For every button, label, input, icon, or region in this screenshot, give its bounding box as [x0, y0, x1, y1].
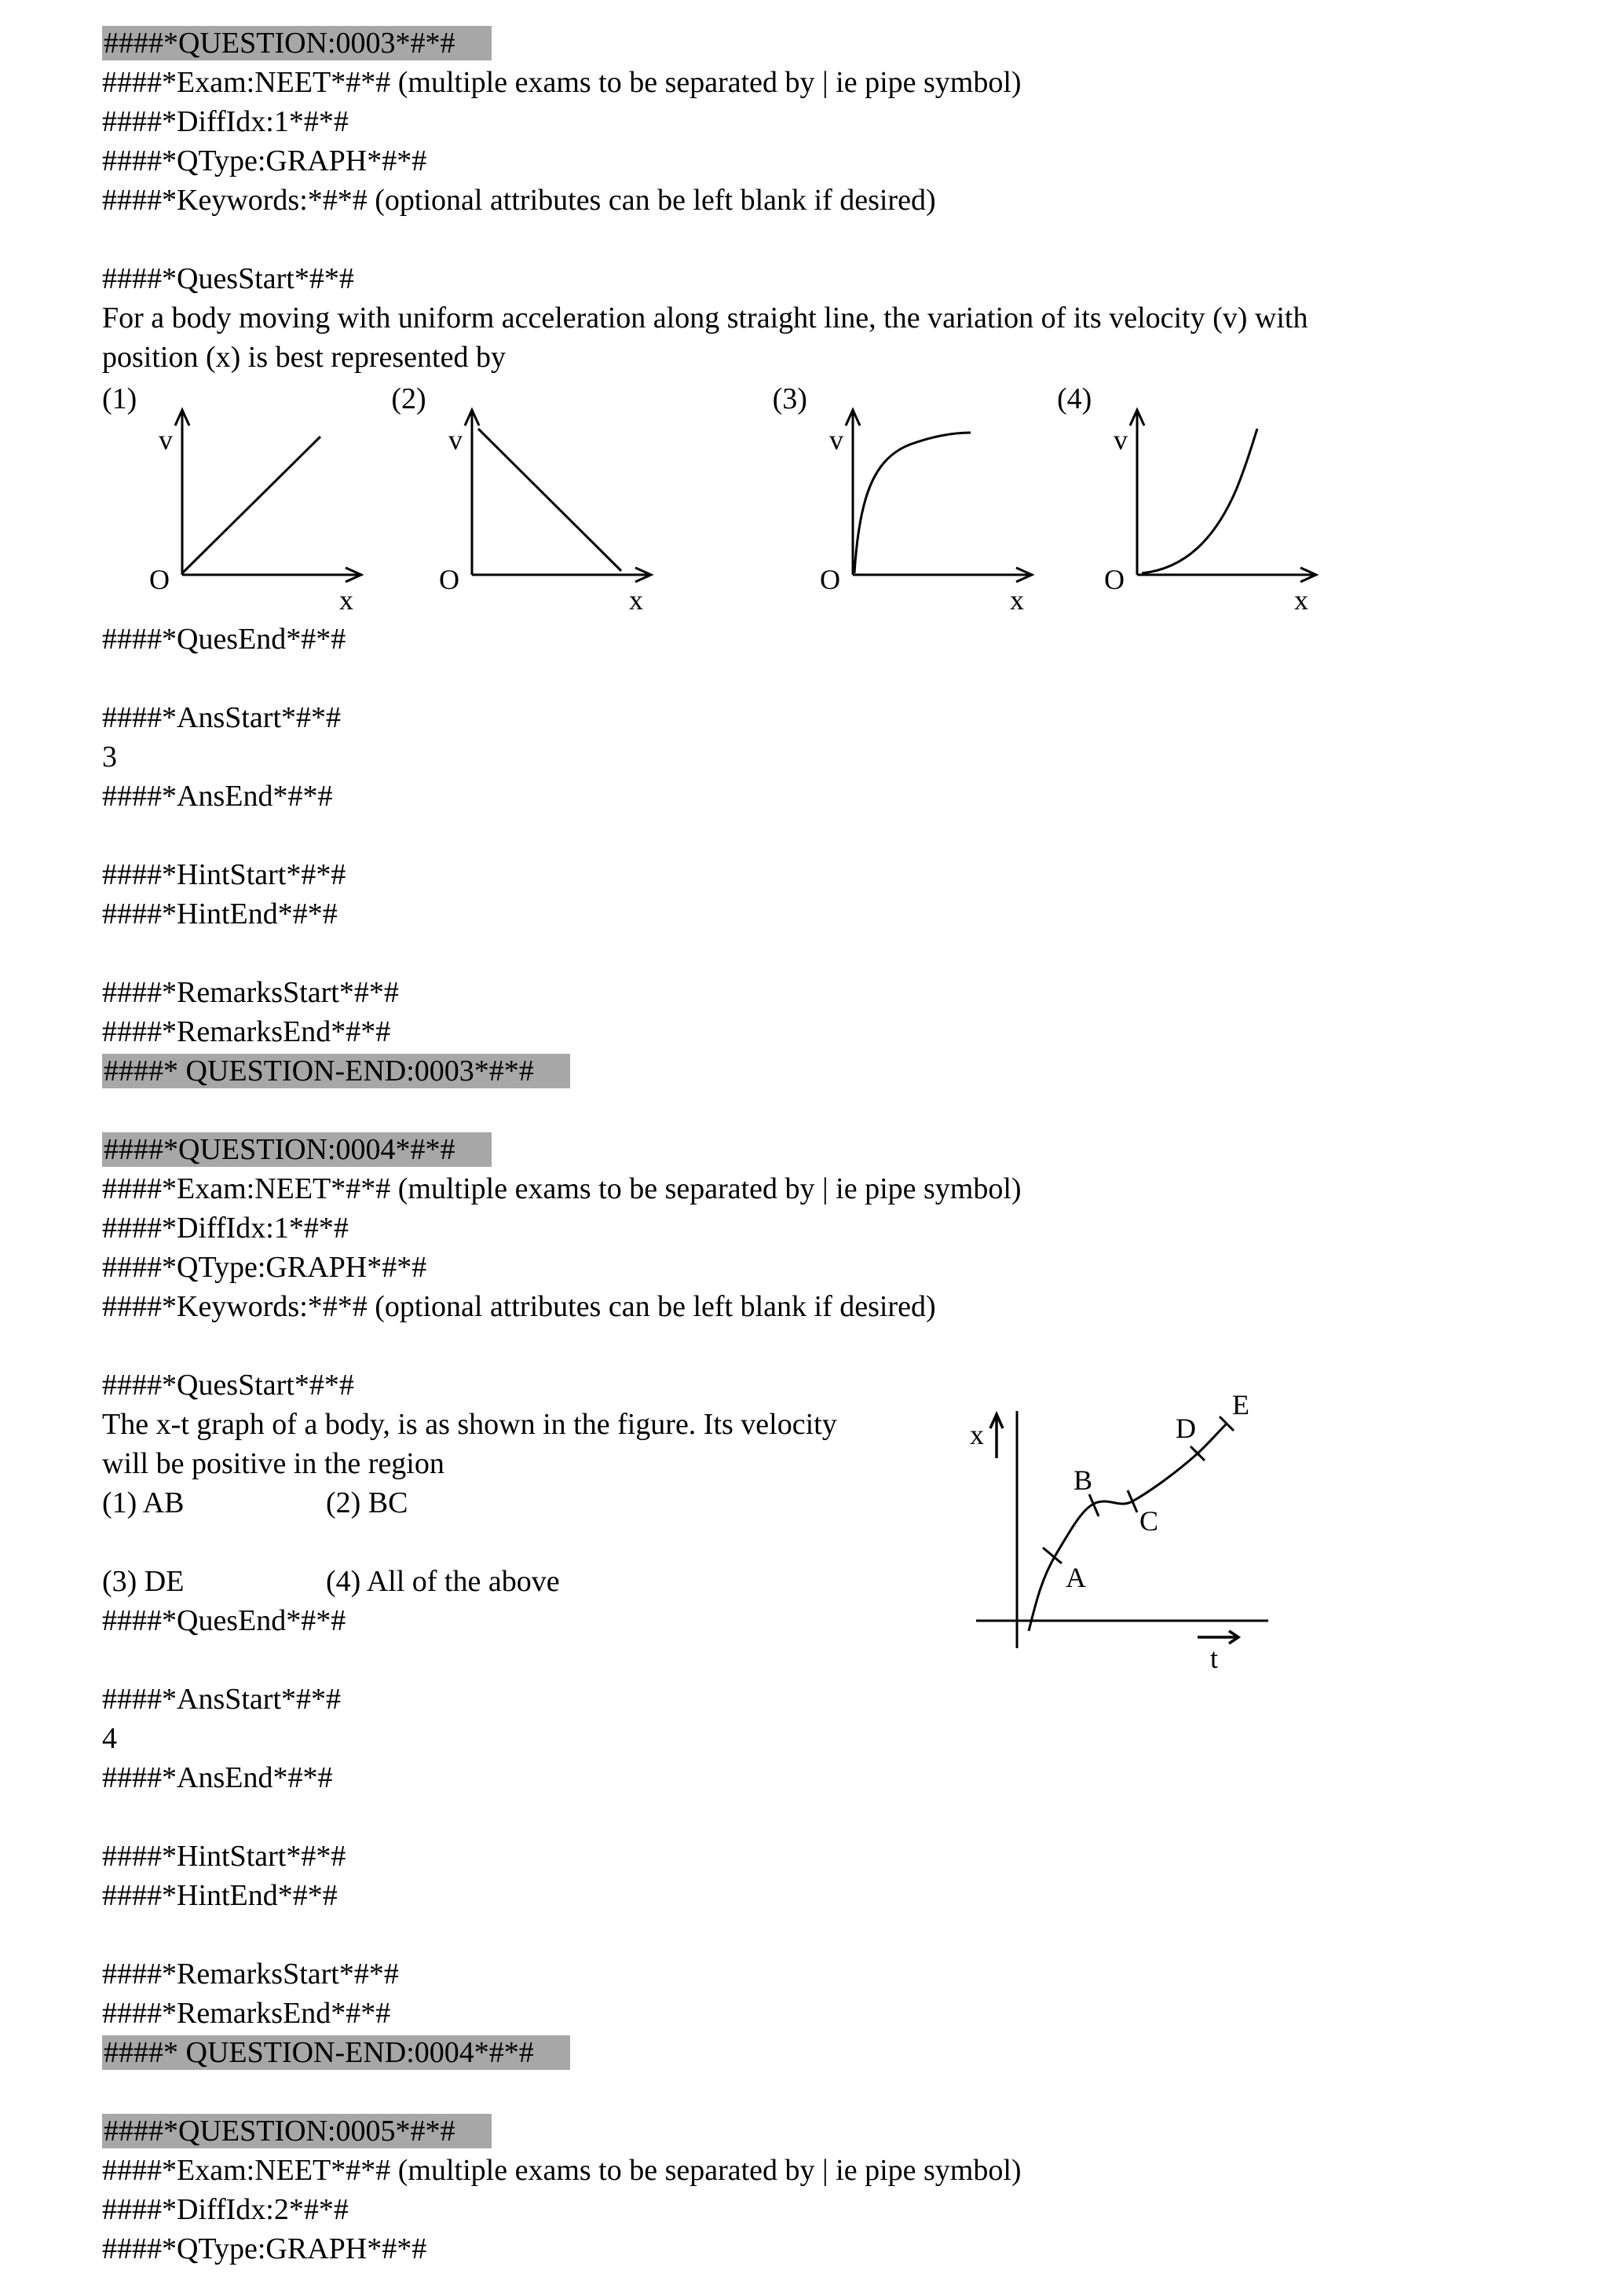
- q4-xt-graph-figure: [962, 1389, 1276, 1672]
- blank-line: [102, 220, 1593, 259]
- q4-header-highlight: ####*QUESTION:0004*#*#: [102, 1132, 492, 1167]
- tick-C: [1128, 1490, 1137, 1512]
- q3-graph-cell-1: [102, 380, 377, 612]
- q4-remarksend-line: ####*RemarksEnd*#*#: [102, 1997, 391, 2030]
- q3-remarksstart-line: ####*RemarksStart*#*#: [102, 976, 399, 1009]
- point-label-B: B: [1074, 1464, 1093, 1496]
- q5-qtype-line: ####*QType:GRAPH*#*#: [102, 2232, 427, 2265]
- blank-line: [102, 816, 1593, 855]
- blank-line: [102, 1797, 1593, 1837]
- x-axis-label: t: [1210, 1643, 1219, 1672]
- q4-option-1: (1) AB: [102, 1486, 185, 1519]
- y-axis-label: v: [448, 424, 463, 455]
- q4-question-text-line1: The x-t graph of a body, is as shown in the figure. Its velocity: [102, 1408, 837, 1441]
- q3-graph-2-velocity-linear-decreasing: [431, 380, 667, 612]
- q3-option-graphs: [102, 380, 1593, 620]
- q3-ansend-line: ####*AnsEnd*#*#: [102, 780, 333, 813]
- q4-quesend-line: ####*QuesEnd*#*#: [102, 1604, 346, 1637]
- q5-header-highlight: ####*QUESTION:0005*#*#: [102, 2114, 492, 2148]
- q3-graph-cell-3: [773, 380, 1048, 612]
- curve-concave-up: [1142, 429, 1257, 573]
- blank-line: [102, 1915, 1593, 1954]
- q3-quesend-line: ####*QuesEnd*#*#: [102, 623, 346, 656]
- q4-options-row-2: [102, 1562, 1593, 1601]
- q4-quesstart-line: ####*QuesStart*#*#: [102, 1369, 354, 1402]
- blank-line: [102, 934, 1593, 973]
- q4-keywords-line: ####*Keywords:*#*# (optional attributes can be left blank if desired): [102, 1290, 936, 1323]
- q5-header-line: [102, 2111, 1593, 2151]
- q4-ansstart-line: ####*AnsStart*#*#: [102, 1683, 341, 1716]
- q3-graph-3-velocity-concave-down: [812, 380, 1048, 612]
- q3-question-end-line: [102, 1051, 1593, 1091]
- origin-label: O: [438, 564, 459, 595]
- blank-line: [102, 1640, 1593, 1680]
- q4-option-4: (4) All of the above: [326, 1565, 560, 1598]
- q4-remarksstart-line: ####*RemarksStart*#*#: [102, 1958, 399, 1991]
- y-axis-label: v: [1114, 424, 1128, 455]
- q3-ansstart-line: ####*AnsStart*#*#: [102, 701, 341, 734]
- y-axis-label: v: [828, 424, 843, 455]
- q4-question-text-line2: will be positive in the region: [102, 1447, 444, 1480]
- q3-quesstart-line: ####*QuesStart*#*#: [102, 262, 354, 295]
- curve-concave-down: [854, 433, 971, 573]
- point-label-A: A: [1066, 1562, 1086, 1593]
- x-axis-label: x: [1009, 584, 1024, 612]
- q3-option-3-label: (3): [772, 382, 807, 415]
- point-label-C: C: [1139, 1505, 1159, 1537]
- q4-option-2: (2) BC: [326, 1486, 408, 1519]
- curve-linear-increasing: [182, 437, 320, 573]
- q3-graph-cell-4: [1057, 380, 1332, 612]
- point-label-D: D: [1176, 1413, 1196, 1444]
- q3-option-2-label: (2): [391, 382, 426, 415]
- blank-line: [102, 1326, 1593, 1366]
- q3-graph-cell-2: [391, 380, 666, 612]
- q4-question-end-line: [102, 2033, 1593, 2072]
- q4-hintend-line: ####*HintEnd*#*#: [102, 1879, 338, 1912]
- q4-qtype-line: ####*QType:GRAPH*#*#: [102, 1251, 427, 1284]
- origin-label: O: [1104, 564, 1125, 595]
- q3-question-end-highlight: ####* QUESTION-END:0003*#*#: [102, 1054, 570, 1088]
- q3-exam-line: ####*Exam:NEET*#*# (multiple exams to be separated by | ie pipe symbol): [102, 66, 1022, 99]
- blank-line: [102, 659, 1593, 698]
- q4-exam-line: ####*Exam:NEET*#*# (multiple exams to be separated by | ie pipe symbol): [102, 1172, 1022, 1205]
- q3-question-text-line1: For a body moving with uniform acceleration along straight line, the variation of its velocity (v) with: [102, 302, 1308, 335]
- q3-option-4-label: (4): [1056, 382, 1092, 415]
- xt-curve: [1029, 1424, 1227, 1631]
- q4-question-end-highlight: ####* QUESTION-END:0004*#*#: [102, 2035, 570, 2070]
- q4-header-line: [102, 1130, 1593, 1169]
- q4-options-row-1: [102, 1483, 1593, 1523]
- q3-remarksend-line: ####*RemarksEnd*#*#: [102, 1015, 391, 1048]
- q4-diffidx-line: ####*DiffIdx:1*#*#: [102, 1212, 349, 1245]
- q3-keywords-line: ####*Keywords:*#*# (optional attributes can be left blank if desired): [102, 184, 936, 217]
- q3-question-text-line2: position (x) is best represented by: [102, 341, 506, 374]
- point-label-E: E: [1232, 1389, 1249, 1420]
- y-axis-label: v: [159, 424, 174, 455]
- x-axis-label: x: [1294, 584, 1309, 612]
- q4-option-3: (3) DE: [102, 1565, 185, 1598]
- curve-linear-decreasing: [478, 429, 621, 571]
- q3-hintstart-line: ####*HintStart*#*#: [102, 858, 346, 891]
- q5-diffidx-line: ####*DiffIdx:2*#*#: [102, 2193, 349, 2226]
- q3-header-line: [102, 24, 1593, 63]
- q3-diffidx-line: ####*DiffIdx:1*#*#: [102, 105, 349, 138]
- q3-answer-value: 3: [102, 740, 117, 773]
- x-axis-label: x: [628, 584, 643, 612]
- origin-label: O: [149, 564, 170, 595]
- q4-hintstart-line: ####*HintStart*#*#: [102, 1840, 346, 1873]
- q3-qtype-line: ####*QType:GRAPH*#*#: [102, 144, 427, 177]
- q3-graph-1-velocity-linear-increasing: [141, 380, 377, 612]
- q4-ansend-line: ####*AnsEnd*#*#: [102, 1761, 333, 1794]
- blank-line: [102, 1091, 1593, 1130]
- blank-line: [102, 1523, 1593, 1562]
- q3-hintend-line: ####*HintEnd*#*#: [102, 898, 338, 930]
- q5-exam-line: ####*Exam:NEET*#*# (multiple exams to be separated by | ie pipe symbol): [102, 2154, 1022, 2187]
- x-axis-label: x: [339, 584, 354, 612]
- q3-graph-4-velocity-concave-up: [1096, 380, 1332, 612]
- q3-option-1-label: (1): [102, 382, 137, 415]
- y-axis-label: x: [970, 1419, 984, 1450]
- blank-line: [102, 2072, 1593, 2111]
- q3-header-highlight: ####*QUESTION:0003*#*#: [102, 26, 492, 60]
- origin-label: O: [819, 564, 840, 595]
- q4-answer-value: 4: [102, 1722, 117, 1755]
